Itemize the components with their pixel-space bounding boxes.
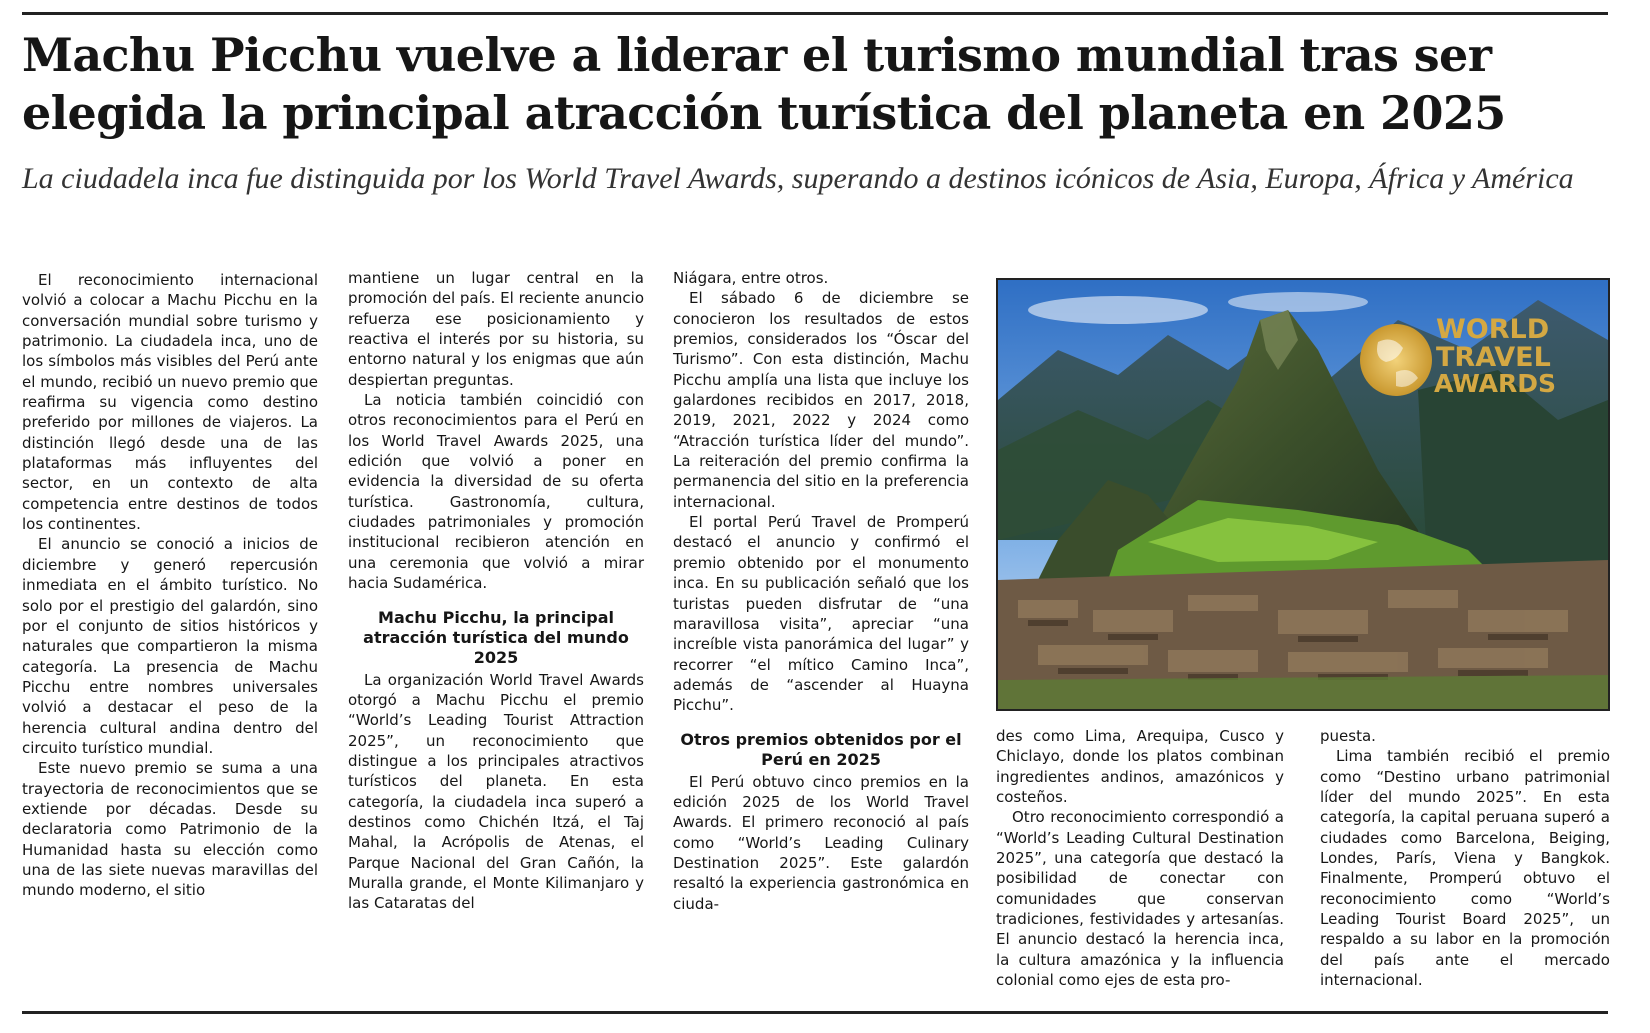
paragraph: puesta. (1320, 727, 1376, 745)
logo-line-3: AWARDS (1434, 369, 1557, 398)
column-2 (348, 268, 644, 914)
paragraph: mantiene un lugar central en la promoción del país. El reciente anuncio refuerza ese posicionamiento y reactiva el interés por su historia, su entorno natural y los enigmas que aún despiertan preguntas. (348, 269, 644, 389)
column-4 (996, 726, 1284, 990)
subheadline: La ciudadela inca fue distinguida por los World Travel Awards, superando a destinos icónicos de Asia, Europa, África y América (22, 162, 1574, 195)
paragraph: Lima también recibió el premio como “Destino urbano patrimonial líder del mundo 2025”. En esta categoría, la capital peruana superó a ciudades como Barcelona, Beiging, Londes, París, Viena y Bangkok. Finalmente, Promperú obtuvo el reconocimiento como “World’s Leading Tourist Board 2025”, un respaldo a su labor en la promoción del país ante el mercado internacional. (1320, 747, 1610, 990)
world-travel-awards-logo (1360, 314, 1556, 398)
machu-picchu-photo (996, 278, 1610, 711)
bottom-rule (22, 1011, 1608, 1014)
paragraph: Otro reconocimiento correspondió a “World’s Leading Cultural Destination 2025”, una categoría que destacó la posibilidad de conectar con comunidades que conservan tradiciones, festividades y artesanías. El anuncio destacó la herencia inca, la cultura amazónica y la influencia colonial como ejes de esta pro- (996, 808, 1284, 990)
paragraph: El portal Perú Travel de Promperú destacó el anuncio y confirmó el premio obtenido por el monumento inca. En su publicación señaló que los turistas pueden disfrutar de “una maravillosa visita”, apreciar “una increíble vista panorámica del lugar” y recorrer “el mítico Camino Inca”, además de “ascender al Huayna Picchu”. (673, 513, 969, 715)
paragraph: El Perú obtuvo cinco premios en la edición 2025 de los World Travel Awards. El primero reconoció al país como “World’s Leading Culinary Destination 2025”. Este galardón resaltó la experiencia gastronómica en ciuda- (673, 772, 969, 913)
paragraph: La organización World Travel Awards otorgó a Machu Picchu el premio “World’s Leading Tourist Attraction 2025”, un reconocimiento que distingue a los principales atractivos turísticos del planeta. En esta categoría, la ciudadela inca superó a destinos como Chichén Itzá, el Taj Mahal, la Acrópolis de Atenas, el Parque Nacional del Gran Cañón, la Muralla grande, el Monte Kilimanjaro y las Cataratas del (348, 670, 644, 913)
logo-line-2: TRAVEL (1436, 342, 1551, 373)
paragraph: La noticia también coincidió con otros reconocimientos para el Perú en los World Travel Awards 2025, una edición que volvió a poner en evidencia la diversidad de su oferta turística. Gastronomía, cultura, ciudades patrimoniales y promoción institucional recibieron atención en una ceremonia que volvió a mirar hacia Sudamérica. (348, 391, 644, 593)
section-heading: Machu Picchu, la principal atracción turística del mundo 2025 (363, 607, 629, 667)
headline: Machu Picchu vuelve a liderar el turismo mundial tras ser elegida la principal atracción turística del planeta en 2025 (22, 28, 1506, 140)
paragraph: Niágara, entre otros. (673, 269, 829, 287)
section-heading: Otros premios obtenidos por el Perú en 2025 (680, 729, 962, 769)
paragraph: des como Lima, Arequipa, Cusco y Chiclayo, donde los platos combinan ingredientes andinos, amazónicos y costeños. (996, 727, 1284, 807)
top-rule (22, 12, 1608, 15)
paragraph: El anuncio se conoció a inicios de diciembre y generó repercusión inmediata en el ámbito turístico. No solo por el prestigio del galardón, sino por el conjunto de sitios históricos y naturales que compartieron la misma categoría. La presencia de Machu Picchu entre nombres universales volvió a destacar el peso de la herencia cultural andina dentro del circuito turístico mundial. (22, 535, 318, 757)
column-1 (22, 270, 318, 901)
paragraph: El reconocimiento internacional volvió a colocar a Machu Picchu en la conversación mundial sobre turismo y patrimonio. La ciudadela inca, uno de los símbolos más visibles del Perú ante el mundo, recibió un nuevo premio que reafirma su vigencia como destino preferido por millones de viajeros. La distinción llegó desde una de las plataformas más influyentes del sector, en un contexto de alta competencia entre destinos de todos los continentes. (22, 271, 318, 534)
column-3 (673, 268, 969, 914)
column-5 (1320, 726, 1610, 990)
paragraph: El sábado 6 de diciembre se conocieron los resultados de estos premios, considerados los “Óscar del Turismo”. Con esta distinción, Machu Picchu amplía una lista que incluye los galardones recibidos en 2017, 2018, 2019, 2021, 2022 y 2024 como “Atracción turística líder del mundo”. La reiteración del premio confirma la permanencia del sitio en la preferencia internacional. (673, 289, 969, 511)
logo-line-1: WORLD (1436, 314, 1550, 345)
paragraph: Este nuevo premio se suma a una trayectoria de reconocimientos que se extiende por décadas. Desde su declaratoria como Patrimonio de la Humanidad hasta su elección como una de las siete nuevas maravillas del mundo moderno, el sitio (22, 759, 318, 900)
